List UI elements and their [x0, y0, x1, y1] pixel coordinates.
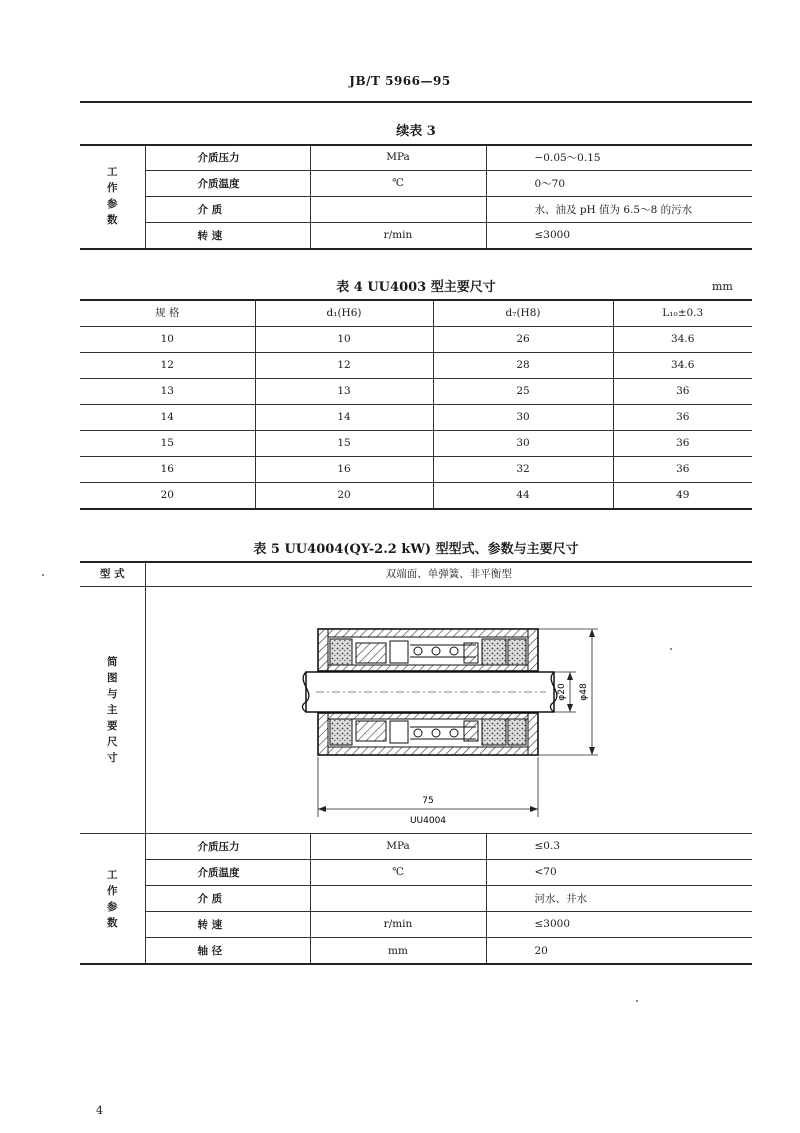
column-header: d₁(H6) — [255, 300, 433, 326]
dimension-inner-diameter — [554, 672, 576, 712]
param-value: ≤0.3 — [486, 833, 752, 859]
table-cell: 12 — [80, 352, 255, 378]
param-name: 介质压力 — [145, 833, 310, 859]
diagram-row — [80, 586, 752, 833]
table-cell: 28 — [433, 352, 613, 378]
param-name: 介质温度 — [145, 859, 310, 885]
param-value: <70 — [486, 859, 752, 885]
param-unit: r/min — [310, 911, 486, 937]
table-cell: 49 — [613, 482, 752, 508]
table-row — [80, 937, 752, 964]
table-cell: 16 — [255, 456, 433, 482]
table-cell: 32 — [433, 456, 613, 482]
param-unit: ℃ — [310, 170, 486, 196]
table3 — [80, 145, 752, 249]
param-unit — [310, 196, 486, 222]
table5-caption: 表 5 UU4004(QY-2.2 kW) 型型式、参数与主要尺寸 — [253, 542, 579, 557]
table-row — [80, 562, 752, 586]
param-unit — [310, 885, 486, 911]
diagram-side-label: 简图与主要尺寸 — [80, 586, 145, 833]
param-value: ≤3000 — [486, 911, 752, 937]
page-number: 4 — [96, 1104, 103, 1117]
table-cell: 34.6 — [613, 352, 752, 378]
seal-diagram — [146, 587, 753, 833]
table-cell: 12 — [255, 352, 433, 378]
param-unit: MPa — [310, 145, 486, 170]
table-cell: 30 — [433, 404, 613, 430]
diagram-model-label: UU4004 — [409, 815, 446, 826]
table-cell: 13 — [80, 378, 255, 404]
table-cell: 26 — [433, 326, 613, 352]
table5-bottom-rule — [80, 963, 752, 965]
param-name: 介质压力 — [145, 145, 310, 170]
param-name: 介质温度 — [145, 170, 310, 196]
table-header-row — [80, 300, 752, 326]
param-name: 介 质 — [145, 885, 310, 911]
table-row — [80, 456, 752, 482]
table3-caption: 续表 3 — [396, 124, 436, 139]
type-label: 型 式 — [80, 562, 145, 586]
table-cell: 44 — [433, 482, 613, 508]
scan-speck — [636, 1000, 638, 1002]
param-name: 介 质 — [145, 196, 310, 222]
header-rule — [80, 101, 752, 103]
scan-speck — [670, 648, 672, 650]
table-cell: 20 — [80, 482, 255, 508]
table-cell: 14 — [80, 404, 255, 430]
table-row — [80, 859, 752, 885]
param-value: 水、油及 pH 值为 6.5～8 的污水 — [486, 196, 752, 222]
param-value: ≤3000 — [486, 222, 752, 248]
table-row — [80, 352, 752, 378]
column-header: L₁₀±0.3 — [613, 300, 752, 326]
table-row — [80, 222, 752, 248]
table-cell: 10 — [255, 326, 433, 352]
param-value: 0～70 — [486, 170, 752, 196]
param-unit: mm — [310, 937, 486, 964]
param-unit: r/min — [310, 222, 486, 248]
table4 — [80, 300, 752, 508]
diagram-cell — [145, 586, 752, 833]
table4-unit: mm — [712, 280, 733, 293]
dimension-length — [318, 757, 538, 817]
table-row — [80, 404, 752, 430]
dimension-length-label: 75 — [421, 795, 434, 806]
table-row — [80, 196, 752, 222]
table-cell: 36 — [613, 456, 752, 482]
table-row — [80, 326, 752, 352]
table-row — [80, 885, 752, 911]
table-cell: 16 — [80, 456, 255, 482]
param-value: 20 — [486, 937, 752, 964]
param-unit: ℃ — [310, 859, 486, 885]
param-name: 转 速 — [145, 911, 310, 937]
table-cell: 36 — [613, 404, 752, 430]
document-header: JB/T 5966—95 — [349, 74, 451, 88]
table4-caption: 表 4 UU4003 型主要尺寸 — [336, 280, 496, 295]
table-row — [80, 833, 752, 859]
table-row — [80, 170, 752, 196]
type-value: 双端面、单弹簧、非平衡型 — [145, 562, 752, 586]
table4-bottom-rule — [80, 508, 752, 510]
column-header: d₇(H8) — [433, 300, 613, 326]
table-cell: 36 — [613, 430, 752, 456]
seal-lower-half — [318, 713, 538, 755]
table-row — [80, 911, 752, 937]
table-cell: 10 — [80, 326, 255, 352]
table5 — [80, 562, 752, 965]
table-row — [80, 430, 752, 456]
param-unit: MPa — [310, 833, 486, 859]
table-row — [80, 378, 752, 404]
column-header: 规 格 — [80, 300, 255, 326]
table3-side-label: 工作参数 — [80, 145, 145, 248]
table-cell: 30 — [433, 430, 613, 456]
param-value: 河水、井水 — [486, 885, 752, 911]
table-cell: 15 — [255, 430, 433, 456]
dimension-inner-label: φ20 — [556, 682, 567, 701]
table5-params-side-label: 工作参数 — [80, 833, 145, 964]
table-cell: 14 — [255, 404, 433, 430]
table-row — [80, 145, 752, 170]
param-value: −0.05～0.15 — [486, 145, 752, 170]
table-cell: 15 — [80, 430, 255, 456]
table3-bottom-rule — [80, 248, 752, 250]
table-cell: 36 — [613, 378, 752, 404]
table-row — [80, 482, 752, 508]
dimension-outer-label: φ48 — [578, 682, 589, 701]
table-cell: 13 — [255, 378, 433, 404]
table-cell: 20 — [255, 482, 433, 508]
table-cell: 34.6 — [613, 326, 752, 352]
scan-speck — [42, 574, 44, 576]
table-cell: 25 — [433, 378, 613, 404]
seal-upper-half — [318, 629, 538, 671]
param-name: 转 速 — [145, 222, 310, 248]
param-name: 轴 径 — [145, 937, 310, 964]
